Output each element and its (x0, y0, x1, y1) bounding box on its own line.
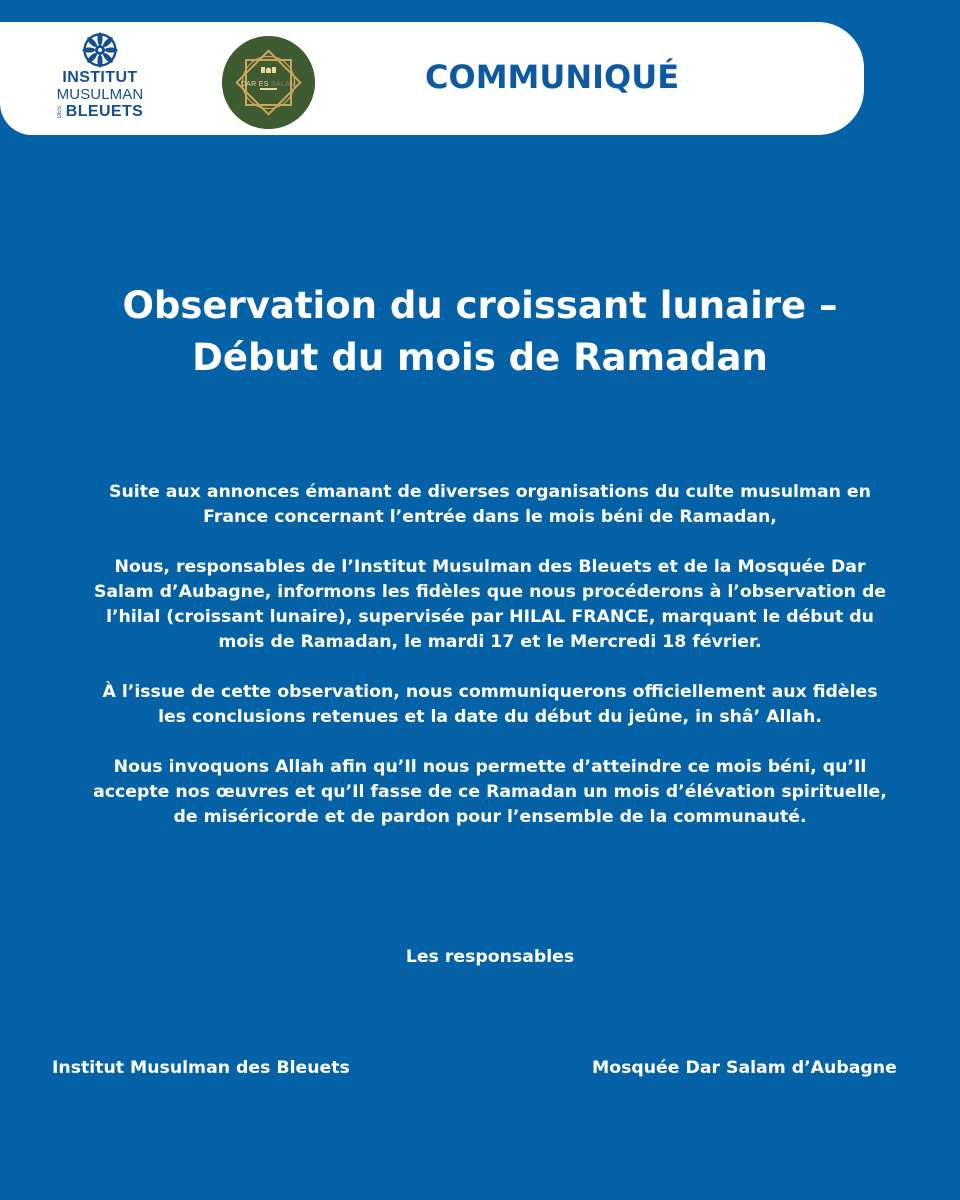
paragraph-1-line-1: Suite aux annonces émanant de diverses organisations du culte musulman en (109, 482, 871, 502)
paragraph-4 (45, 755, 935, 830)
institut-logo-small-prefix: DES (56, 105, 63, 119)
institut-logo-bleuets: BLEUETS (65, 103, 144, 120)
footer-mosque-name: Mosquée Dar Salam d’Aubagne (592, 1058, 897, 1078)
institut-logo (48, 32, 152, 127)
paragraph-2-line-4: mois de Ramadan, le mardi 17 et le Mercredi 18 février. (218, 632, 762, 652)
paragraph-3 (45, 680, 935, 730)
paragraph-1-line-2: France concernant l’entrée dans le mois béni de Ramadan, (203, 507, 777, 527)
paragraph-2-line-2: Salam d’Aubagne, informons les fidèles que nous procéderons à l’observation de (93, 582, 887, 602)
institut-logo-word-2: MUSULMAN (56, 86, 144, 103)
dar-salam-logo-text (236, 81, 301, 88)
paragraph-1 (45, 480, 935, 530)
communique-title: COMMUNIQUÉ (425, 58, 680, 96)
paragraph-3-line-2: les conclusions retenues et la date du début du jeûne, in shâ’ Allah. (158, 707, 822, 727)
paragraph-4-line-1: Nous invoquons Allah afin qu’Il nous permette d’atteindre ce mois béni, qu’Il (113, 757, 867, 777)
dar-salam-logo-text-main: DAR ES (240, 81, 269, 88)
paragraph-4-line-3: de miséricorde et de pardon pour l’ensemble de la communauté. (173, 807, 807, 827)
institut-flower-icon (82, 32, 118, 68)
footer-institut-name: Institut Musulman des Bleuets (52, 1058, 350, 1078)
paragraph-2-line-1: Nous, responsables de l’Institut Musulman des Bleuets et de la Mosquée Dar (114, 557, 866, 577)
announcement-title-line-1: Observation du croissant lunaire – (122, 284, 838, 327)
institut-logo-word-1: INSTITUT (62, 69, 138, 86)
paragraph-3-line-1: À l’issue de cette observation, nous communiquerons officiellement aux fidèles (102, 682, 878, 702)
announcement-body (45, 480, 935, 855)
signature: Les responsables (405, 947, 575, 967)
paragraph-4-line-2: accepte nos œuvres et qu’Il fasse de ce Ramadan un mois d’élévation spirituelle, (93, 782, 887, 802)
paragraph-2 (45, 555, 935, 655)
institut-logo-word-3 (48, 104, 152, 120)
header-banner (0, 22, 864, 135)
dar-salam-logo-text-faded: SALAM (270, 81, 297, 88)
paragraph-2-line-3: l’hilal (croissant lunaire), supervisée par HILAL FRANCE, marquant le début du (106, 607, 874, 627)
announcement-title-line-2: Début du mois de Ramadan (192, 336, 768, 379)
announcement-title (80, 280, 880, 384)
dar-salam-logo (222, 36, 315, 129)
